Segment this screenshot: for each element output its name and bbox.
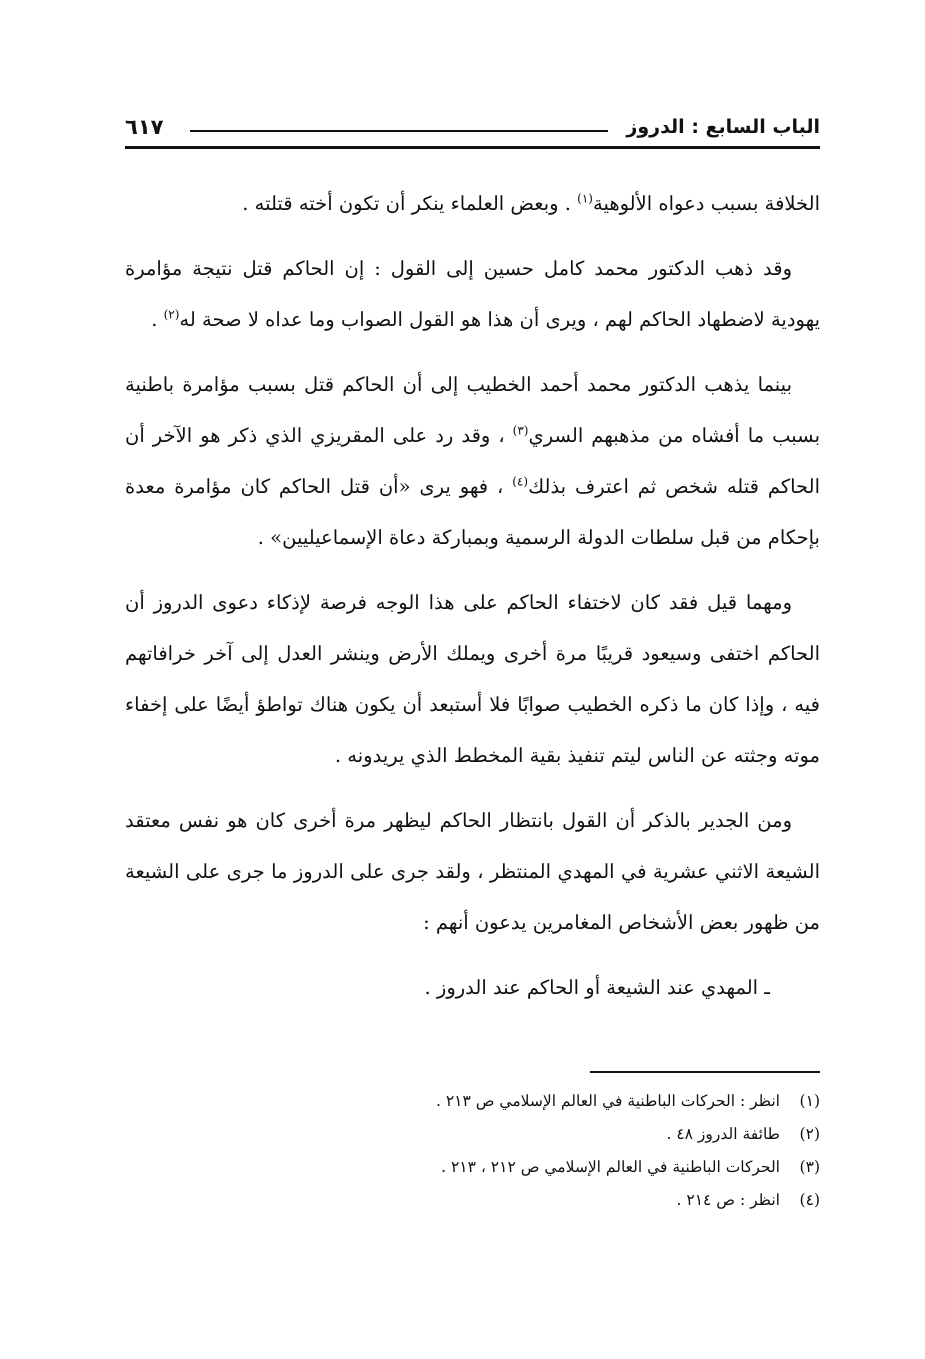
- footnote-number: (٤): [799, 1191, 820, 1209]
- footnote: [125, 1184, 820, 1217]
- text-run: ـ المهدي عند الشيعة أو الحاكم عند الدروز .: [424, 976, 770, 999]
- footnote-text: انظر : الحركات الباطنية في العالم الإسلامي ص ٢١٣ .: [435, 1092, 780, 1110]
- running-title: الباب السابع : الدروز: [626, 116, 820, 138]
- footnote-reference: (١): [577, 191, 593, 206]
- header-rule: [125, 146, 820, 149]
- text-run: بينما يذهب الدكتور محمد أحمد الخطيب إلى أن الحاكم قتل بسبب مؤامرة باطنية بسبب ما أفشاه من مذهبهم السري: [125, 373, 820, 447]
- page-header: [125, 112, 820, 148]
- footnote-reference: (٢): [163, 307, 180, 322]
- footnotes: [125, 1085, 820, 1217]
- text-run: .: [151, 308, 164, 331]
- text-run: ومن الجدير بالذكر أن القول بانتظار الحاكم ليظهر مرة أخرى كان هو نفس معتقد الشيعة الاثني عشرية في المهدي المنتظر ، ولقد جرى على الدروز ما جرى على الشيعة من ظهور بعض الأشخاص المغامرين يدعون أنهم :: [125, 809, 820, 934]
- body-text: [125, 178, 820, 1027]
- footnote: [125, 1151, 820, 1184]
- footnote-number: (١): [799, 1092, 820, 1110]
- footnote: [125, 1085, 820, 1118]
- footnote-text: انظر : ص ٢١٤ .: [676, 1191, 780, 1209]
- footnote-separator: [590, 1071, 820, 1073]
- header-dash-line: [190, 130, 608, 132]
- paragraph: [125, 359, 820, 563]
- text-run: ، وقد رد على المقريزي الذي ذكر هو الآخر أن الحاكم قتله شخص ثم اعترف بذلك: [125, 424, 820, 498]
- paragraph: [125, 178, 820, 229]
- footnote-text: طائفة الدروز ٤٨ .: [666, 1125, 780, 1143]
- footnote-number: (٢): [799, 1125, 820, 1143]
- list-line: [125, 962, 820, 1013]
- footnote-text: الحركات الباطنية في العالم الإسلامي ص ٢١٢ ، ٢١٣ .: [441, 1158, 780, 1176]
- text-run: الخلافة بسبب دعواه الألوهية: [592, 192, 820, 215]
- paragraph: [125, 795, 820, 948]
- text-run: . وبعض العلماء ينكر أن تكون أخته قتلته .: [242, 192, 578, 215]
- footnote-reference: (٤): [512, 474, 529, 489]
- footnote-reference: (٣): [512, 423, 529, 438]
- footnote: [125, 1118, 820, 1151]
- footnote-number: (٣): [799, 1158, 820, 1176]
- paragraph: [125, 243, 820, 345]
- text-run: وقد ذهب الدكتور محمد كامل حسين إلى القول : إن الحاكم قتل نتيجة مؤامرة يهودية لاضطهاد الحاكم لهم ، ويرى أن هذا هو القول الصواب وما عداه لا صحة له: [125, 257, 820, 331]
- paragraph: [125, 577, 820, 781]
- text-run: ومهما قيل فقد كان لاختفاء الحاكم على هذا الوجه فرصة لإذكاء دعوى الدروز أن الحاكم اختفى وسيعود قريبًا مرة أخرى ويملك الأرض وينشر العدل إلى آخر خرافاتهم فيه ، وإذا كان ما ذكره الخطيب صوابًا فلا أستبعد أن يكون هناك تواطؤ أيضًا على إخفاء موته وجثته عن الناس ليتم تنفيذ بقية المخطط الذي يريدونه .: [125, 591, 820, 767]
- page-number: ٦١٧: [125, 115, 164, 139]
- text-run: ، فهو يرى «أن قتل الحاكم كان مؤامرة معدة بإحكام من قبل سلطات الدولة الرسمية وبمباركة دعاة الإسماعيليين» .: [125, 475, 820, 549]
